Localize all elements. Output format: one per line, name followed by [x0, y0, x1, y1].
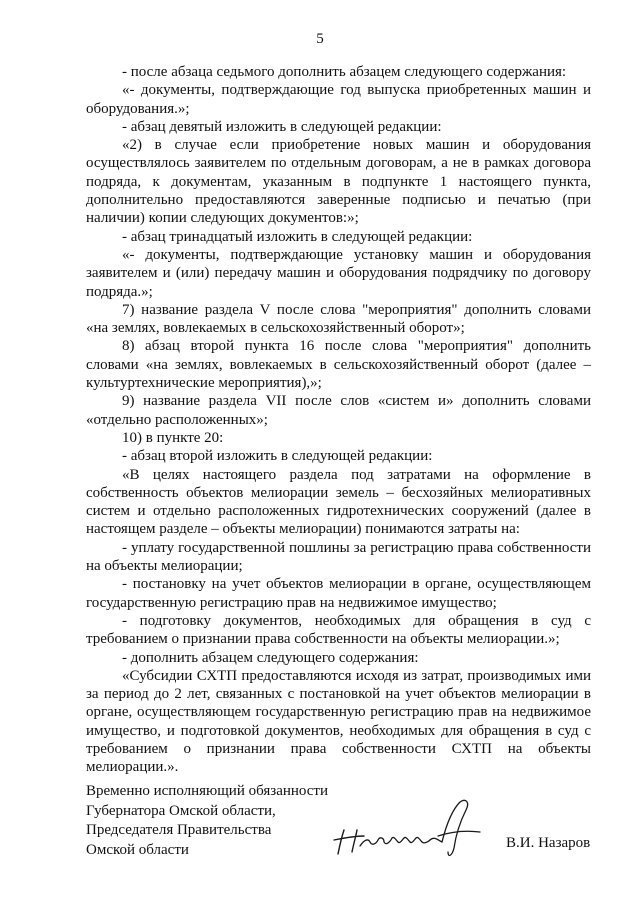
paragraph: 7) название раздела V после слова "мероприятия" дополнить словами «на землях, вовлекаемых в сельскохозяйственный оборот»; — [86, 301, 591, 337]
document-body — [86, 63, 591, 777]
paragraph: «2) в случае если приобретение новых машин и оборудования осуществлялось заявителем по отдельным договорам, а не в рамках договора подряда, к документам, указанным в подпункте 1 настоящего пункта, дополнительно предоставляются заверенные подписью и печатью (при наличии) копии следующих документов:»; — [86, 137, 591, 227]
paragraph: «В целях настоящего раздела под затратами на оформление в собственность объектов мелиорации земель – бесхозяйных мелиоративных систем и отдельно расположенных гидротехнических сооружений (далее в настоящем разделе – объекты мелиорации) понимаются затраты на: — [86, 466, 591, 538]
signatory-name: В.И. Назаров — [506, 835, 591, 851]
signatory-title-line: Омской области — [86, 841, 189, 858]
paragraph: - абзац тринадцатый изложить в следующей редакции: — [122, 228, 473, 245]
signatory-title-line: Временно исполняющий обязанности — [86, 783, 329, 799]
paragraph: - постановку на учет объектов мелиорации в органе, осуществляющем государственную регистрацию прав на недвижимое имущество; — [86, 576, 591, 611]
paragraph: «- документы, подтверждающие год выпуска приобретенных машин и оборудования.»; — [86, 82, 591, 117]
signatory-title-line: Председателя Правительства — [86, 822, 272, 838]
paragraph: - уплату государственной пошлины за регистрацию права собственности на объекты мелиорации; — [86, 539, 591, 575]
paragraph: - абзац второй изложить в следующей редакции: — [122, 448, 433, 465]
paragraph: - подготовку документов, необходимых для обращения в суд с требованием о признании права собственности на объекты мелиорации.»; — [86, 612, 591, 648]
signatory-title-line: Губернатора Омской области, — [86, 802, 276, 819]
page-number: 5 — [316, 31, 324, 47]
paragraph: - после абзаца седьмого дополнить абзацем следующего содержания: — [122, 64, 567, 80]
paragraph: 10) в пункте 20: — [122, 429, 224, 446]
paragraph: «Субсидии СХТП предоставляются исходя из затрат, производимых ими за период до 2 лет, связанных с постановкой на учет объектов мелиорации в органе, осуществляющем государственную регистрацию прав на недвижимое имущество, и подготовкой документов, необходимых для обращения в суд с требованием о признании права собственности СХТП на объекты мелиорации.». — [86, 667, 591, 776]
paragraph: - абзац девятый изложить в следующей редакции: — [122, 118, 442, 135]
paragraph: 9) название раздела VII после слов «систем и» дополнить словами «отдельно расположенных»; — [86, 393, 591, 428]
paragraph: 8) абзац второй пункта 16 после слова "мероприятия" дополнить словами «на землях, вовлекаемых в сельскохозяйственный оборот (далее – культуртехнические мероприятия),»; — [86, 338, 591, 392]
paragraph: - дополнить абзацем следующего содержания: — [122, 649, 419, 666]
handwritten-signature — [330, 796, 490, 864]
signatory-title — [86, 782, 328, 860]
paragraph: «- документы, подтверждающие установку машин и оборудования заявителем и (или) передачу машин и оборудования подрядчику по договору подряда.»; — [86, 246, 591, 300]
